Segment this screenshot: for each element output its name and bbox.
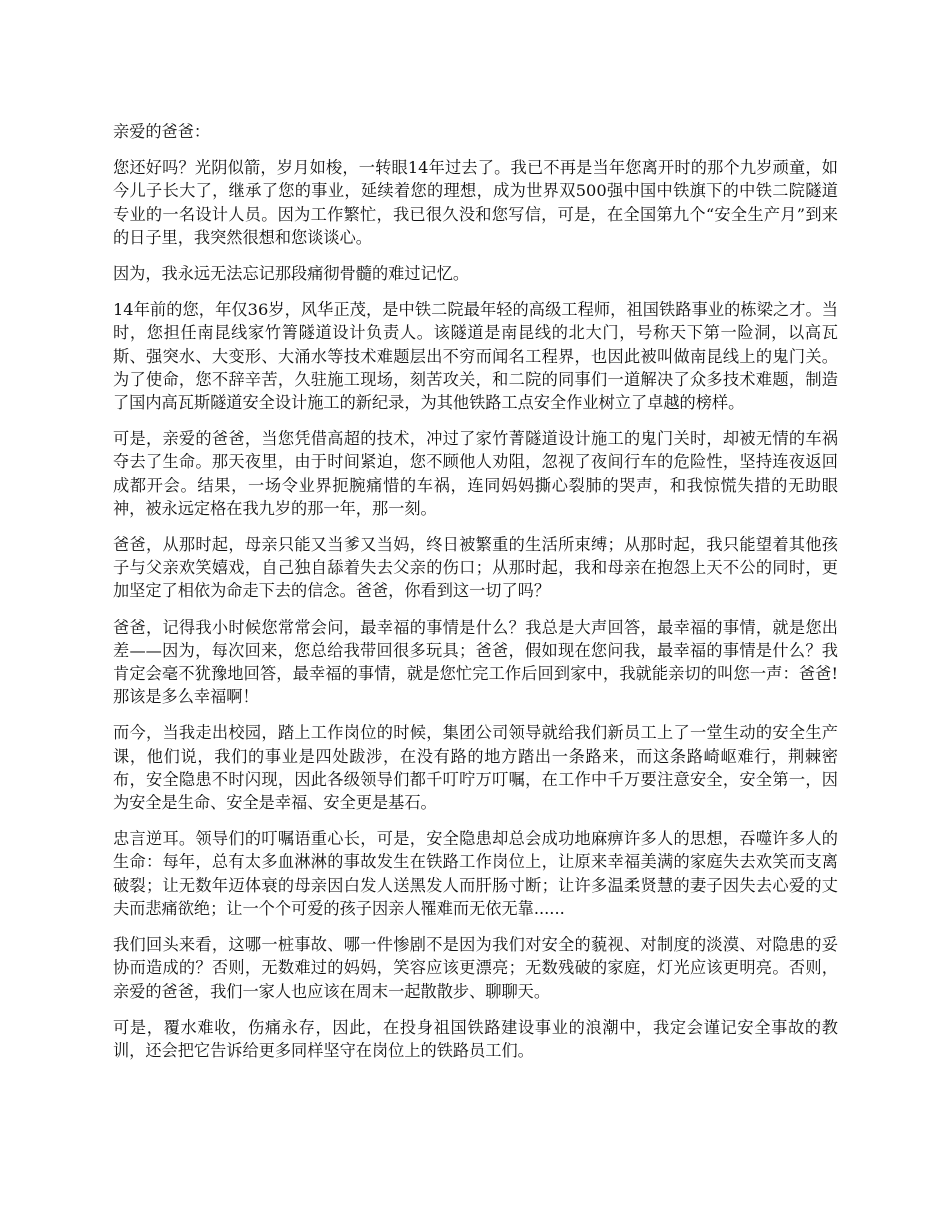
paragraph-4: 可是，亲爱的爸爸，当您凭借高超的技术，冲过了家竹菁隧道设计施工的鬼门关时，却被无情的车祸夺去了生命。那天夜里，由于时间紧迫，您不顾他人劝阻，忽视了夜间行车的危险性，坚持连夜返回成都开会。结果，一场令业界扼腕痛惜的车祸，连同妈妈撕心裂肺的哭声，和我惊慌失措的无助眼神，被永远定格在我九岁的那一年，那一刻。 <box>113 429 838 518</box>
letter-greeting: 亲爱的爸爸： <box>113 122 211 141</box>
paragraph-1: 您还好吗？光阴似箭，岁月如梭，一转眼14年过去了。我已不再是当年您离开时的那个九岁顽童，如今儿子长大了，继承了您的事业，延续着您的理想，成为世界双500强中国中铁旗下的中铁二院隧道专业的一名设计人员。因为工作繁忙，我已很久没和您写信，可是，在全国第九个“安全生产月”到来的日子里，我突然很想和您谈谈心。 <box>113 158 838 247</box>
paragraph-10: 可是，覆水难收，伤痛永存，因此，在投身祖国铁路建设事业的浪潮中，我定会谨记安全事故的教训，还会把它告诉给更多同样坚守在岗位上的铁路员工们。 <box>113 1017 838 1060</box>
paragraph-2: 因为，我永远无法忘记那段痛彻骨髓的难过记忆。 <box>113 264 470 284</box>
paragraph-9: 我们回头来看，这哪一桩事故、哪一件惨剧不是因为我们对安全的藐视、对制度的淡漠、对隐患的妥协而造成的？否则，无数难过的妈妈，笑容应该更漂亮；无数残破的家庭，灯光应该更明亮。否则，亲爱的爸爸，我们一家人也应该在周末一起散散步、聊聊天。 <box>113 935 838 1001</box>
letter-body <box>113 120 838 1075</box>
paragraph-8: 忠言逆耳。领导们的叮嘱语重心长，可是，安全隐患却总会成功地麻痹许多人的思想，吞噬许多人的生命：每年，总有太多血淋淋的事故发生在铁路工作岗位上，让原来幸福美满的家庭失去欢笑而支离破裂；让无数年迈体衰的母亲因白发人送黑发人而肝肠寸断；让许多温柔贤慧的妻子因失去心爱的丈夫而悲痛欲绝；让一个个可爱的孩子因亲人罹难而无依无靠...... <box>113 829 838 918</box>
paragraph-6: 爸爸，记得我小时候您常常会问，最幸福的事情是什么？我总是大声回答，最幸福的事情，就是您出差——因为，每次回来，您总给我带回很多玩具；爸爸，假如现在您问我，最幸福的事情是什么？我肯定会毫不犹豫地回答，最幸福的事情，就是您忙完工作后回到家中，我就能亲切的叫您一声：爸爸!那该是多么幸福啊！ <box>113 617 838 707</box>
paragraph-7: 而今，当我走出校园，踏上工作岗位的时候，集团公司领导就给我们新员工上了一堂生动的安全生产课，他们说，我们的事业是四处跋涉，在没有路的地方踏出一条路来，而这条路崎岖难行，荆棘密布，安全隐患不时闪现，因此各级领导们都千叮咛万叮嘱，在工作中千万要注意安全，安全第一，因为安全是生命、安全是幸福、安全更是基石。 <box>113 723 838 813</box>
paragraph-5: 爸爸，从那时起，母亲只能又当爹又当妈，终日被繁重的生活所束缚；从那时起，我只能望着其他孩子与父亲欢笑嬉戏，自己独自舔着失去父亲的伤口；从那时起，我和母亲在抱怨上天不公的同时，更加坚定了相依为命走下去的信念。爸爸，你看到这一切了吗？ <box>113 535 838 601</box>
paragraph-3: 14年前的您，年仅36岁，风华正茂，是中铁二院最年轻的高级工程师，祖国铁路事业的栋梁之才。当时，您担任南昆线家竹箐隧道设计负责人。该隧道是南昆线的北大门，号称天下第一险洞，以高瓦斯、强突水、大变形、大涌水等技术难题层出不穷而闻名工程界，也因此被叫做南昆线上的鬼门关。为了使命，您不辞辛苦，久驻施工现场，刻苦攻关，和二院的同事们一道解决了众多技术难题，制造了国内高瓦斯隧道安全设计施工的新纪录，为其他铁路工点安全作业树立了卓越的榜样。 <box>113 300 838 413</box>
